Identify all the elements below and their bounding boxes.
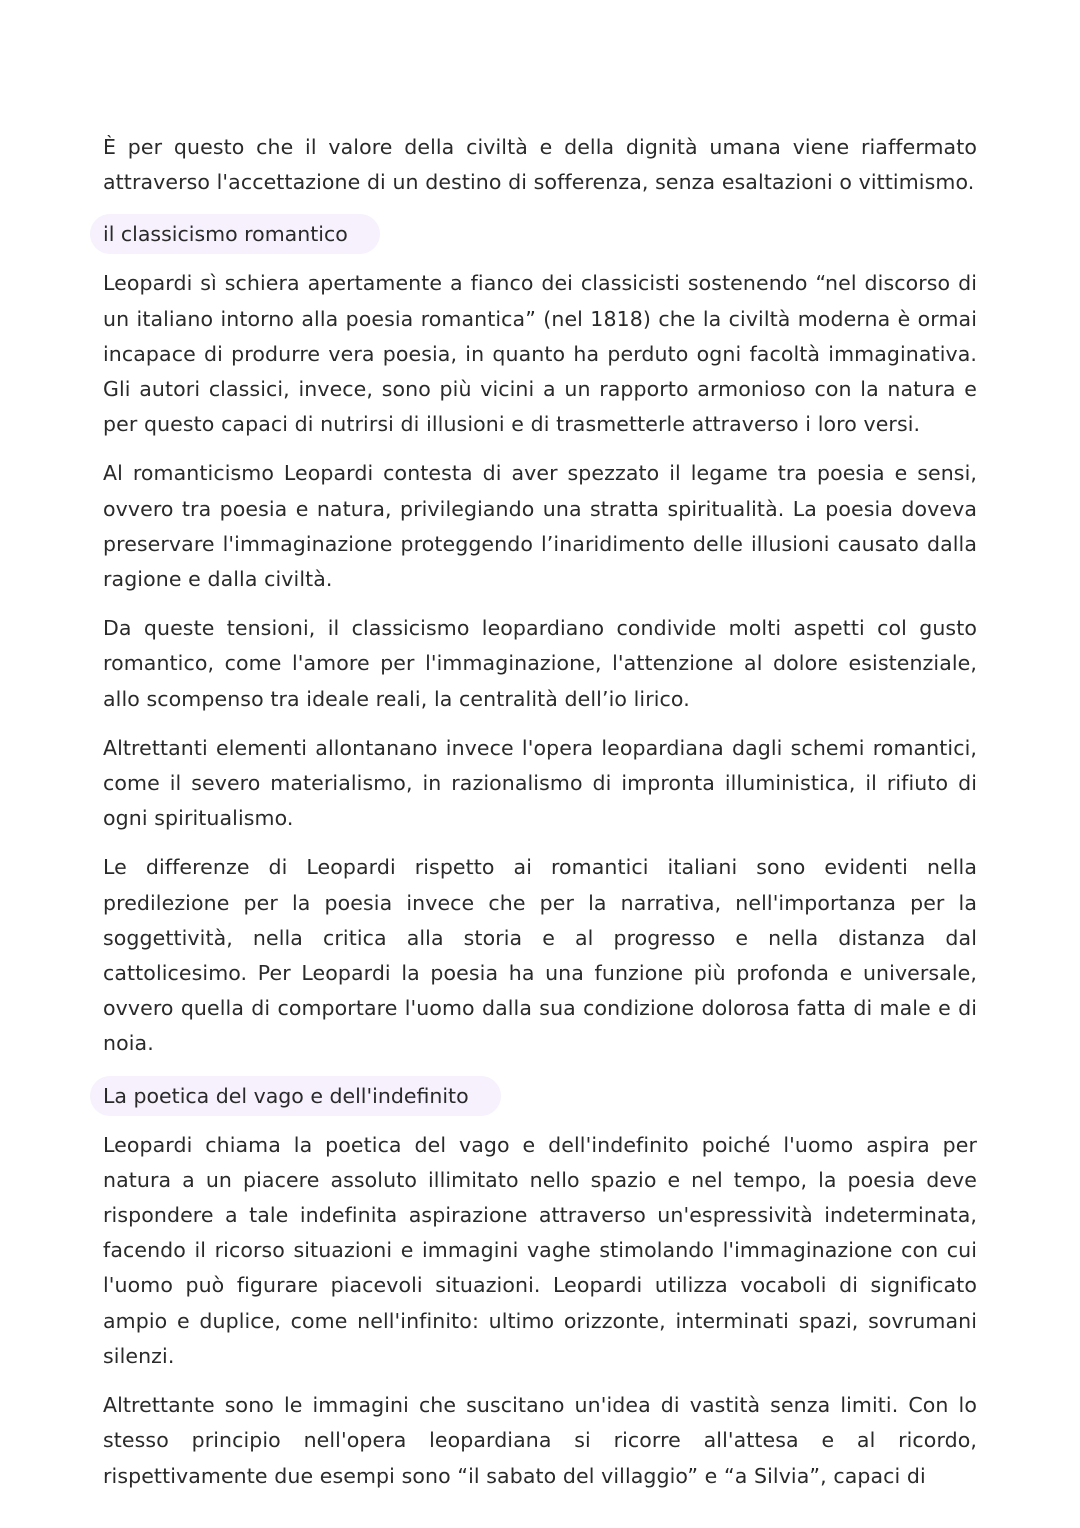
paragraph: Al romanticismo Leopardi contesta di aver spezzato il legame tra poesia e sensi, ovvero tra poesia e natura, privilegiando una stratta spiritualità. La poesia doveva preservare l'immaginazione proteggendo l’inaridimento delle illusioni causato dalla ragione e dalla civiltà. (103, 461, 977, 592)
section-heading-wrapper (90, 214, 977, 254)
paragraph: Leopardi chiama la poetica del vago e dell'indefinito poiché l'uomo aspira per natura a un piacere assoluto illimitato nello spazio e nel tempo, la poesia deve rispondere a tale indefinita aspirazione attraverso un'espressività indeterminata, facendo il ricorso situazioni e immagini vaghe stimolando l'immaginazione con cui l'uomo può figurare piacevoli situazioni. Leopardi utilizza vocaboli di significato ampio e duplice, come nell'infinito: ultimo orizzonte, interminati spazi, sovrumani silenzi. (103, 1132, 977, 1368)
paragraph: È per questo che il valore della civiltà e della dignità umana viene riaffermato attraverso l'accettazione di un destino di sofferenza, senza esaltazioni o vittimismo. (103, 135, 977, 195)
section-heading-wrapper (90, 1076, 977, 1116)
document-page (103, 130, 977, 1508)
paragraph: Altrettante sono le immagini che suscitano un'idea di vastità senza limiti. Con lo stesso principio nell'opera leopardiana si ricorre all'attesa e al ricordo, rispettivamente due esempi sono “il sabato del villaggio” e “a Silvia”, capaci di (103, 1393, 977, 1488)
paragraph: Altrettanti elementi allontanano invece l'opera leopardiana dagli schemi romantici, come il severo materialismo, in razionalismo di impronta illuministica, il rifiuto di ogni spiritualismo. (103, 735, 977, 831)
paragraph: Le differenze di Leopardi rispetto ai romantici italiani sono evidenti nella predilezione per la poesia invece che per la narrativa, nell'importanza per la soggettività, nella critica alla storia e al progresso e nella distanza dal cattolicesimo. Per Leopardi la poesia ha una funzione più profonda e universale, ovvero quella di comportare l'uomo dalla sua condizione dolorosa fatta di male e di noia. (103, 855, 977, 1056)
section-heading: La poetica del vago e dell'indefinito (90, 1076, 501, 1116)
paragraph: Da queste tensioni, il classicismo leopardiano condivide molti aspetti col gusto romantico, come l'amore per l'immaginazione, l'attenzione al dolore esistenziale, allo scompenso tra ideale reali, la centralità dell’io lirico. (103, 616, 977, 711)
section-heading: il classicismo romantico (90, 214, 380, 254)
paragraph: Leopardi sì schiera apertamente a fianco dei classicisti sostenendo “nel discorso di un italiano intorno alla poesia romantica” (nel 1818) che la civiltà moderna è ormai incapace di produrre vera poesia, in quanto ha perduto ogni facoltà immaginativa. Gli autori classici, invece, sono più vicini a un rapporto armonioso con la natura e per questo capaci di nutrirsi di illusioni e di trasmetterle attraverso i loro versi. (103, 271, 977, 437)
